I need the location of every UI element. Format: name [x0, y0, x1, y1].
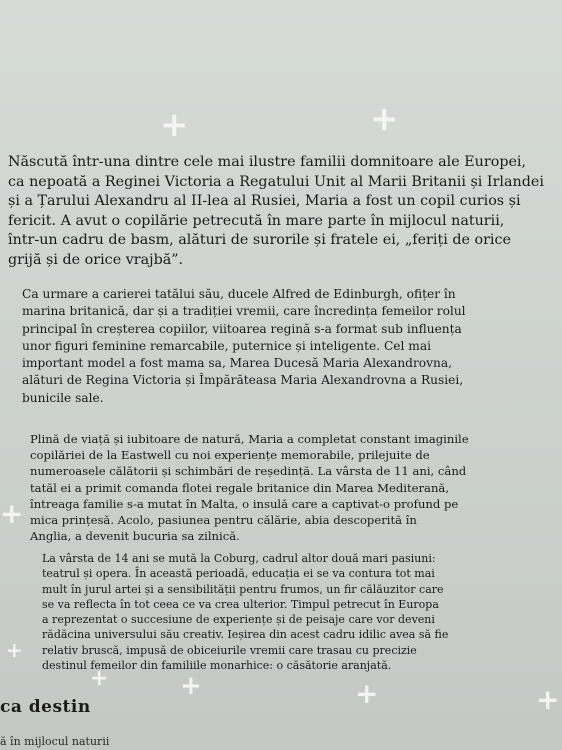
plus-mark-icon: + [370, 99, 399, 139]
paragraph-malta [30, 431, 469, 544]
text-line: Ca urmare a carierei tatălui său, ducele Alfred de Edinburgh, ofițer în [22, 287, 456, 301]
text-line: rădăcina universului său creativ. Ieșirea din acest cadru idilic avea să fie [42, 628, 449, 642]
plus-mark-icon: + [90, 666, 109, 691]
text-line: ca nepoată a Reginei Victoria a Regatului Unit al Marii Britanii și Irlandei [8, 173, 544, 190]
text-line: Plină de viață și iubitoare de natură, Maria a completat constant imaginile [30, 432, 469, 446]
text-line: mica prințesă. Acolo, pasiunea pentru călărie, abia descoperită în [30, 513, 417, 528]
section-heading: ca destin [0, 697, 91, 717]
plus-mark-icon: + [0, 497, 24, 530]
text-line: grijă și de orice vrajbă”. [8, 251, 184, 268]
text-line: Anglia, a devenit bucuria sa zilnică. [30, 529, 240, 544]
text-line: destinul femeilor din familiile monarhice: o căsătorie aranjată. [42, 659, 392, 673]
text-line: numeroasele călătorii și schimbări de reședință. La vârsta de 11 ani, când [30, 464, 467, 479]
plus-mark-icon: + [160, 105, 189, 145]
paragraph-influences [22, 286, 466, 407]
text-line: La vârsta de 14 ani se mută la Coburg, cadrul altor două mari pasiuni: [42, 552, 436, 565]
plus-mark-icon: + [6, 638, 23, 662]
text-line: mult în jurul artei și a sensibilității pentru frumos, un fir călăuzitor care [42, 582, 444, 596]
text-line: marina britanică, dar și a tradiției vremii, care încredința femeilor rolul [22, 304, 466, 319]
text-line: Născută într-una dintre cele mai ilustre familii domnitoare ale Europei, [8, 154, 527, 170]
text-line: important model a fost mama sa, Marea Ducesă Maria Alexandrovna, [22, 356, 453, 371]
paragraph-coburg [42, 551, 448, 673]
text-line: tatăl ei a primit comanda flotei regale britanice din Marea Mediterană, [30, 480, 450, 495]
plus-mark-icon: + [180, 671, 202, 701]
text-line: întreaga familie s-a mutat în Malta, o insulă care a captivat-o profund pe [30, 496, 459, 511]
paragraph-childhood [8, 153, 544, 271]
plus-mark-icon: + [536, 683, 560, 716]
text-line: alături de Regina Victoria și Împărăteasa Maria Alexandrovna a Rusiei, [22, 373, 464, 388]
text-line: unor figuri feminine remarcabile, puternice și inteligente. Cel mai [22, 338, 431, 353]
text-line: bunicile sale. [22, 390, 104, 405]
text-line: relativ bruscă, impusă de obiceiurile vremii care trasau cu precizie [42, 643, 417, 657]
cut-off-text: ă în mijlocul naturii [0, 735, 110, 748]
text-line: copilăriei de la Eastwell cu noi experiențe memorabile, prilejuite de [30, 448, 430, 463]
text-line: fericit. A avut o copilărie petrecută în mare parte în mijlocul naturii, [8, 212, 505, 229]
text-line: se va reflecta în tot ceea ce va crea ulterior. Timpul petrecut în Europa [42, 597, 439, 611]
text-line: teatrul și opera. În această perioadă, educația ei se va contura tot mai [42, 567, 435, 581]
text-line: și a Țarului Alexandru al II-lea al Rusiei, Maria a fost un copil curios și [8, 193, 521, 210]
text-line: a reprezentat o succesiune de experiențe și de peisaje care vor deveni [42, 613, 435, 627]
text-line: principal în creșterea copiilor, viitoarea regină s-a format sub influența [22, 321, 462, 336]
text-line: într-un cadru de basm, alături de surorile și fratele ei, „feriți de orice [8, 232, 511, 249]
plus-mark-icon: + [355, 677, 379, 710]
